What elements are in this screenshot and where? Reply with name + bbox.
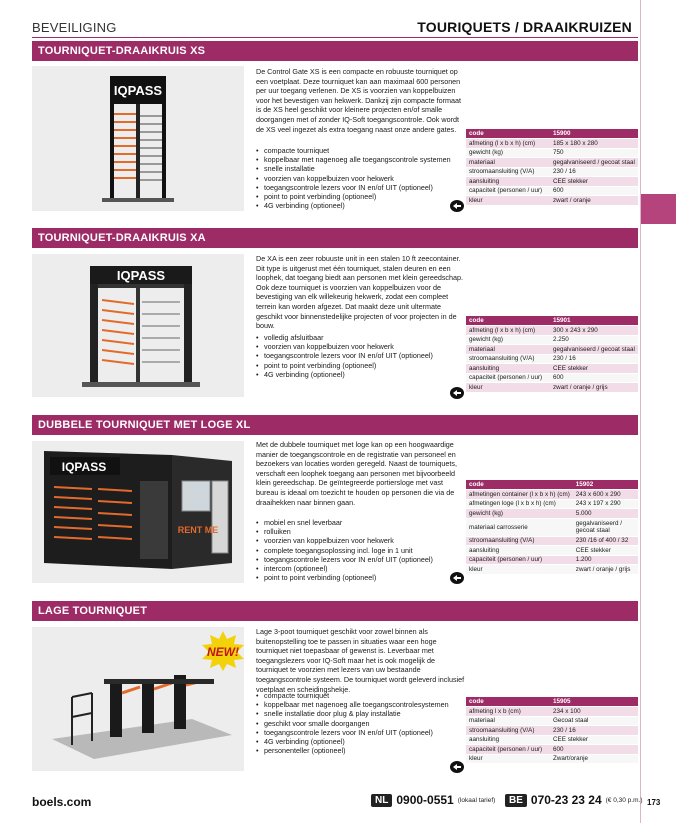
spec-value: CEE stekker (573, 546, 638, 556)
spec-table-xa (466, 316, 638, 393)
list-item: • 4G verbinding (optioneel) (256, 737, 470, 746)
header-cell: code (466, 316, 550, 326)
iqpass-logo: IQPASS (116, 268, 166, 283)
product-photo-xl (32, 441, 244, 583)
spec-value: 1.200 (573, 555, 638, 565)
spec-value: 600 (550, 373, 638, 383)
table-row (466, 139, 638, 149)
list-item: • voorzien van koppelbuizen voor hekwerk (256, 342, 470, 351)
section-title-lage: LAGE TOURNIQUET (32, 601, 638, 621)
table-row (466, 754, 638, 764)
spec-value: 230 / 16 (550, 354, 638, 364)
spec-label: afmetingen loge (l x b x h) (cm) (466, 499, 573, 509)
description-xs: De Control Gate XS is een compacte en robuuste tourniquet op een voetplaat. Deze tourniquet kan aan maximaal 600 personen per uur toegang verlenen. De XS is voorzien van koppelbuizen voor het bevestigen van hekwerk. Dankzij zijn compacte formaat is de XS heel geschikt voor kleinere projecten en/of smalle doorgangen met of zonder IQ-Soft toegangscontrole. Ook wordt de XS veel ingezet als extra toegang naast onze andere gates. (256, 67, 461, 134)
spec-value: 300 x 243 x 290 (550, 326, 638, 336)
product-code: 15901 (550, 316, 638, 326)
list-item: • compacte tourniquet (256, 691, 470, 700)
spec-value: Gecoat staal (550, 716, 638, 726)
product-code: 15900 (550, 129, 638, 139)
page-number: 173 (647, 798, 661, 807)
spec-value: 600 (550, 745, 638, 755)
table-row (466, 735, 638, 745)
product-photo-xa (32, 254, 244, 397)
spec-value: CEE stekker (550, 177, 638, 187)
product-code: 15902 (573, 480, 638, 490)
rate-note-nl: (lokaal tarief) (457, 796, 496, 804)
feature-list-xl (256, 518, 470, 582)
table-row (466, 745, 638, 755)
spec-label: aansluiting (466, 177, 550, 187)
table-row (466, 158, 638, 168)
spec-label: gewicht (kg) (466, 509, 573, 519)
list-item: • koppelbaar met nagenoeg alle toegangscontrolesystemen (256, 700, 470, 709)
spec-value: zwart / oranje / grijs (573, 565, 638, 575)
spec-label: gewicht (kg) (466, 148, 550, 158)
table-row (466, 186, 638, 196)
table-row (466, 148, 638, 158)
table-row (466, 167, 638, 177)
list-item: • koppelbaar met nagenoeg alle toegangscontrole systemen (256, 155, 470, 164)
country-code-nl: NL (371, 794, 392, 807)
spec-label: stroomaansluiting (V/A) (466, 354, 550, 364)
spec-label: afmeting (l x b x h) (cm) (466, 139, 550, 149)
list-item: • point to point verbinding (optioneel) (256, 192, 470, 201)
table-row (466, 364, 638, 374)
list-item: • toegangscontrole lezers voor IN en/of UIT (optioneel) (256, 183, 470, 192)
new-badge-label: NEW! (207, 645, 239, 659)
spec-value: 750 (550, 148, 638, 158)
iqpass-logo: IQPASS (113, 83, 163, 98)
table-row (466, 518, 638, 536)
table-row (466, 565, 638, 575)
page-title: TOURIQUETS / DRAAIKRUIZEN (417, 19, 632, 35)
phone-be (505, 793, 643, 807)
spec-label: materiaal (466, 345, 550, 355)
spec-label: aansluiting (466, 364, 550, 374)
table-row (466, 177, 638, 187)
list-item: • intercom (optioneel) (256, 564, 470, 573)
spec-value: 230 / 16 (550, 167, 638, 177)
spec-value: 230 / 16 (550, 726, 638, 736)
spec-value: 5.000 (573, 509, 638, 519)
header-cell: code (466, 697, 550, 707)
list-item: • snelle installatie door plug & play installatie (256, 709, 470, 718)
feature-list-xs (256, 146, 470, 210)
category-label: BEVEILIGING (32, 20, 117, 35)
table-row (466, 326, 638, 336)
feature-list-lage (256, 691, 470, 755)
spec-label: materiaal (466, 158, 550, 168)
spec-table-xl (466, 480, 638, 575)
spec-value: 230 /16 of 400 / 32 (573, 536, 638, 546)
spec-label: kleur (466, 754, 550, 764)
table-header-row (466, 697, 638, 707)
spec-label: capaciteit (personen / uur) (466, 745, 550, 755)
list-item: • toegangscontrole lezers voor IN en/of UIT (optioneel) (256, 728, 470, 737)
table-header-row (466, 129, 638, 139)
spec-value: 600 (550, 186, 638, 196)
section-title-xs: TOURNIQUET-DRAAIKRUIS XS (32, 41, 638, 61)
header-cell: code (466, 129, 550, 139)
table-row (466, 499, 638, 509)
spec-label: afmeting l x b (cm) (466, 707, 550, 717)
table-row (466, 546, 638, 556)
spec-value: zwart / oranje / grijs (550, 383, 638, 393)
list-item: • personenteller (optioneel) (256, 746, 470, 755)
spec-value: Zwart/oranje (550, 754, 638, 764)
spec-table-lage (466, 697, 638, 764)
list-item: • rolluiken (256, 527, 470, 536)
spec-table-xs (466, 129, 638, 206)
list-item: • point to point verbinding (optioneel) (256, 361, 470, 370)
table-row (466, 726, 638, 736)
product-code: 15905 (550, 697, 638, 707)
country-code-be: BE (505, 794, 527, 807)
table-row (466, 707, 638, 717)
header-cell: code (466, 480, 573, 490)
list-item: • 4G verbinding (optioneel) (256, 201, 470, 210)
spec-label: afmetingen container (l x b x h) (cm) (466, 490, 573, 500)
spec-label: stroomaansluiting (V/A) (466, 167, 550, 177)
spec-label: capaciteit (personen / uur) (466, 186, 550, 196)
arrow-left-icon (450, 200, 464, 212)
table-row (466, 490, 638, 500)
spec-label: kleur (466, 565, 573, 575)
spec-value: 2.250 (550, 335, 638, 345)
spec-value: CEE stekker (550, 364, 638, 374)
spec-value: 185 x 180 x 280 (550, 139, 638, 149)
feature-list-xa (256, 333, 470, 379)
list-item: • toegangscontrole lezers voor IN en/of UIT (optioneel) (256, 555, 470, 564)
phone-nl (371, 793, 495, 807)
spec-label: kleur (466, 196, 550, 206)
list-item: • voorzien van koppelbuizen voor hekwerk (256, 536, 470, 545)
spec-value: CEE stekker (550, 735, 638, 745)
spec-label: capaciteit (personen / uur) (466, 555, 573, 565)
phone-number-nl[interactable]: 0900-0551 (396, 793, 454, 807)
table-row (466, 716, 638, 726)
table-row (466, 383, 638, 393)
header-divider (32, 37, 638, 38)
arrow-left-icon (450, 761, 464, 773)
table-row (466, 555, 638, 565)
table-row (466, 335, 638, 345)
spec-value: zwart / oranje (550, 196, 638, 206)
spec-label: materiaal carrosserie (466, 518, 573, 536)
description-lage: Lage 3-poot tourniquet geschikt voor zowel binnen als buitenopstelling toe te passen in situaties waar een hoge tourniquet niet toepasbaar of gewenst is. Leverbaar met toegangslezers voor IQ-Soft maar het is ook mogelijk de tourniquet te voorzien met lezers van uw bestaande toegangscontrole systeem. De tourniquet wordt geleverd inclusief voetplaat en scheidingshekje. (256, 627, 465, 694)
list-item: • complete toegangsoplossing incl. loge in 1 unit (256, 546, 470, 555)
spec-label: gewicht (kg) (466, 335, 550, 345)
table-row (466, 345, 638, 355)
spec-label: kleur (466, 383, 550, 393)
spec-label: afmeting (l x b x h) (cm) (466, 326, 550, 336)
new-badge (201, 631, 245, 671)
list-item: • 4G verbinding (optioneel) (256, 370, 470, 379)
description-xa: De XA is een zeer robuuste unit in een stalen 10 ft zeecontainer. Dit type is uitgerust met één tourniquet, stalen deuren en een loophek, dat toegang biedt aan personen met klein gereedschap. Ook deze tourniquet is voorzien van koppelbuizen voor de bevestiging van elk willekeurig hekwerk, zodat een compleet terrein kan worden afgezet. Dat maakt deze unit ultermate geschikt voor binnenstedelijke projecten of voor projecten in de bouw. (256, 254, 463, 331)
table-row (466, 373, 638, 383)
list-item: • voorzien van koppelbuizen voor hekwerk (256, 174, 470, 183)
spec-value: 243 x 197 x 290 (573, 499, 638, 509)
spec-label: stroomaansluiting (V/A) (466, 536, 573, 546)
rate-note-be: (€ 0,30 p.m.) (605, 796, 643, 804)
list-item: • point to point verbinding (optioneel) (256, 573, 470, 582)
spec-label: aansluiting (466, 735, 550, 745)
list-item: • snelle installatie (256, 164, 470, 173)
spec-value: 234 x 100 (550, 707, 638, 717)
description-xl: Met de dubbele tourniquet met loge kan op een hoogwaardige manier de toegangscontrole en de registratie van personeel en bezoekers van locaties worden geregeld. Naast de tourniquets, verschaft een loophek toegang aan personen met bijvoorbeeld klein gereedschap. De geïntegreerde portiersloge met vast bureau is ideaal om toezicht te houden op personen die via de draaihekken naar binnen gaan. (256, 440, 457, 507)
table-header-row (466, 316, 638, 326)
phone-number-be[interactable]: 070-23 23 24 (530, 793, 602, 807)
table-header-row (466, 480, 638, 490)
spec-value: 243 x 600 x 290 (573, 490, 638, 500)
table-row (466, 536, 638, 546)
list-item: • volledig afsluitbaar (256, 333, 470, 342)
margin-divider (640, 0, 641, 823)
table-row (466, 354, 638, 364)
product-photo-xs (32, 66, 244, 211)
list-item: • geschikt voor smalle doorgangen (256, 719, 470, 728)
arrow-left-icon (450, 572, 464, 584)
table-row (466, 509, 638, 519)
iqpass-logo: IQPASS (61, 460, 107, 474)
list-item: • toegangscontrole lezers voor IN en/of UIT (optioneel) (256, 351, 470, 360)
spec-value: gegalvaniseerd / gecoat staal (550, 345, 638, 355)
spec-label: aansluiting (466, 546, 573, 556)
chapter-tab (641, 194, 676, 224)
table-row (466, 196, 638, 206)
rent-me-sign: RENT ME (177, 525, 219, 535)
spec-value: gegalvaniseerd / gecoat staal (573, 518, 638, 536)
website-link[interactable]: boels.com (32, 795, 92, 809)
arrow-left-icon (450, 387, 464, 399)
section-title-xl: DUBBELE TOURNIQUET MET LOGE XL (32, 415, 638, 435)
list-item: • compacte tourniquet (256, 146, 470, 155)
spec-label: materiaal (466, 716, 550, 726)
spec-label: capaciteit (personen / uur) (466, 373, 550, 383)
spec-label: stroomaansluiting (V/A) (466, 726, 550, 736)
spec-value: gegalvaniseerd / gecoat staal (550, 158, 638, 168)
section-title-xa: TOURNIQUET-DRAAIKRUIS XA (32, 228, 638, 248)
list-item: • mobiel en snel leverbaar (256, 518, 470, 527)
